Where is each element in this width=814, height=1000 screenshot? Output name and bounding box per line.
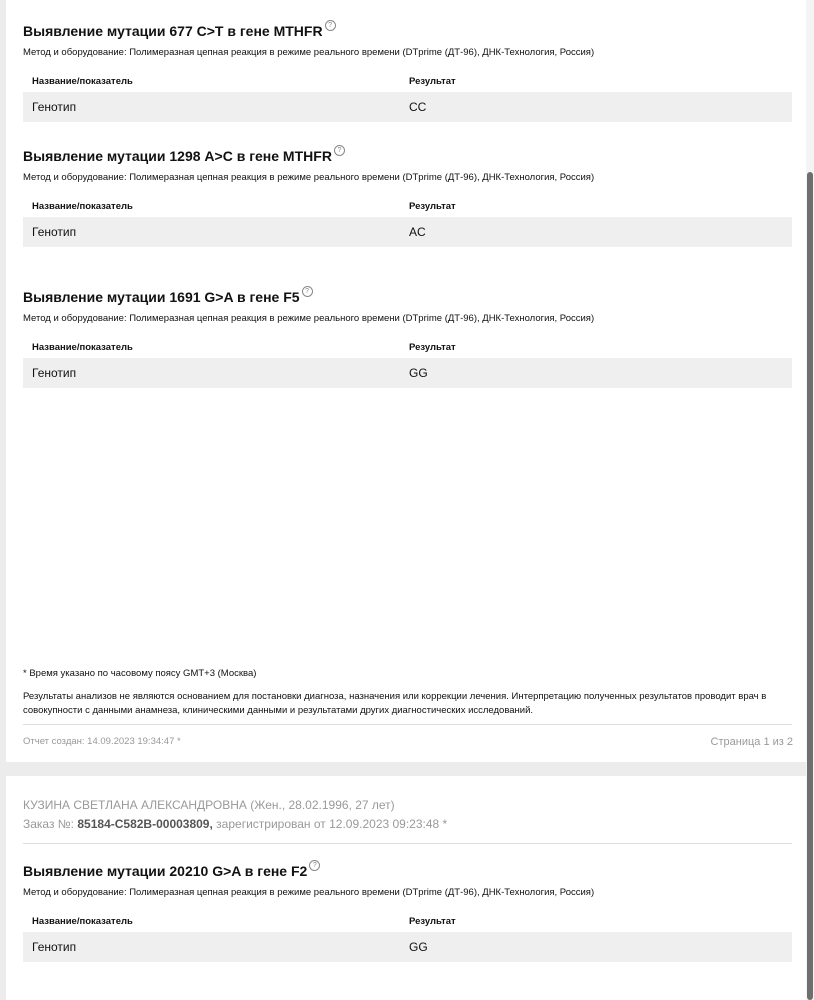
question-circle-icon[interactable]: ? [309,860,320,871]
row-name: Генотип [32,940,77,954]
column-header-result: Результат [409,916,456,927]
column-header-result: Результат [409,76,456,87]
row-result: GG [409,940,428,954]
method-text: Метод и оборудование: Полимеразная цепная реакция в режиме реального времени (DTprime (ДТ-96), ДНК-Технология, Россия) [23,887,595,898]
question-circle-icon[interactable]: ? [302,286,313,297]
table-header [23,341,792,355]
row-name: Генотип [32,366,77,380]
section-f5-1691 [23,288,792,388]
table-header [23,200,792,214]
method-text: Метод и оборудование: Полимеразная цепная реакция в режиме реального времени (DTprime (ДТ-96), ДНК-Технология, Россия) [23,172,595,183]
footer-divider [23,724,792,725]
table-row [23,92,792,122]
report-created-date: Отчет создан: 14.09.2023 19:34:47 * [23,736,181,747]
column-header-result: Результат [409,201,456,212]
disclaimer-text: Результаты анализов не являются основанием для постановки диагноза, назначения или коррекции лечения. Интерпретацию полученных результатов проводит врач в совокупности с данными анамнеза, клиническими данными и результатами других диагностических исследований. [23,691,767,716]
section-title: Выявление мутации 20210 G>A в гене F2 ? [23,862,792,880]
report-page-2 [6,776,806,1000]
scrollbar-thumb[interactable] [807,172,813,1000]
row-result: GG [409,366,428,380]
results-table [23,200,792,247]
table-header [23,75,792,89]
section-mthfr-677 [23,22,792,122]
patient-header [23,796,447,834]
section-mthfr-1298 [23,147,792,247]
question-circle-icon[interactable]: ? [334,145,345,156]
table-row [23,217,792,247]
column-header-name: Название/показатель [32,916,133,927]
section-title: Выявление мутации 677 C>T в гене MTHFR ? [23,22,792,40]
row-name: Генотип [32,100,77,114]
section-f2-20210 [23,862,792,962]
section-title: Выявление мутации 1691 G>A в гене F5 ? [23,288,792,306]
results-table [23,915,792,962]
column-header-result: Результат [409,342,456,353]
column-header-name: Название/показатель [32,342,133,353]
table-header [23,915,792,929]
results-table [23,75,792,122]
patient-name-line: КУЗИНА СВЕТЛАНА АЛЕКСАНДРОВНА (Жен., 28.02.1996, 27 лет) [23,798,395,812]
section-title: Выявление мутации 1298 A>C в гене MTHFR ? [23,147,792,165]
timezone-note: * Время указано по часовому поясу GMT+3 (Москва) [23,668,257,679]
row-name: Генотип [32,225,77,239]
order-prefix: Заказ №: [23,817,75,831]
question-circle-icon[interactable]: ? [325,20,336,31]
report-page-1 [6,0,806,762]
column-header-name: Название/показатель [32,76,133,87]
page-number: Страница 1 из 2 [710,736,793,748]
order-number: 85184-C582B-00003809, [77,817,213,831]
method-text: Метод и оборудование: Полимеразная цепная реакция в режиме реального времени (DTprime (ДТ-96), ДНК-Технология, Россия) [23,47,595,58]
column-header-name: Название/показатель [32,201,133,212]
row-result: AC [409,225,426,239]
results-table [23,341,792,388]
table-row [23,932,792,962]
order-suffix: зарегистрирован от 12.09.2023 09:23:48 * [216,817,448,831]
header-divider [23,843,792,844]
row-result: CC [409,100,427,114]
method-text: Метод и оборудование: Полимеразная цепная реакция в режиме реального времени (DTprime (ДТ-96), ДНК-Технология, Россия) [23,313,595,324]
scrollbar-track[interactable] [806,0,814,1000]
order-line [23,815,447,834]
table-row [23,358,792,388]
